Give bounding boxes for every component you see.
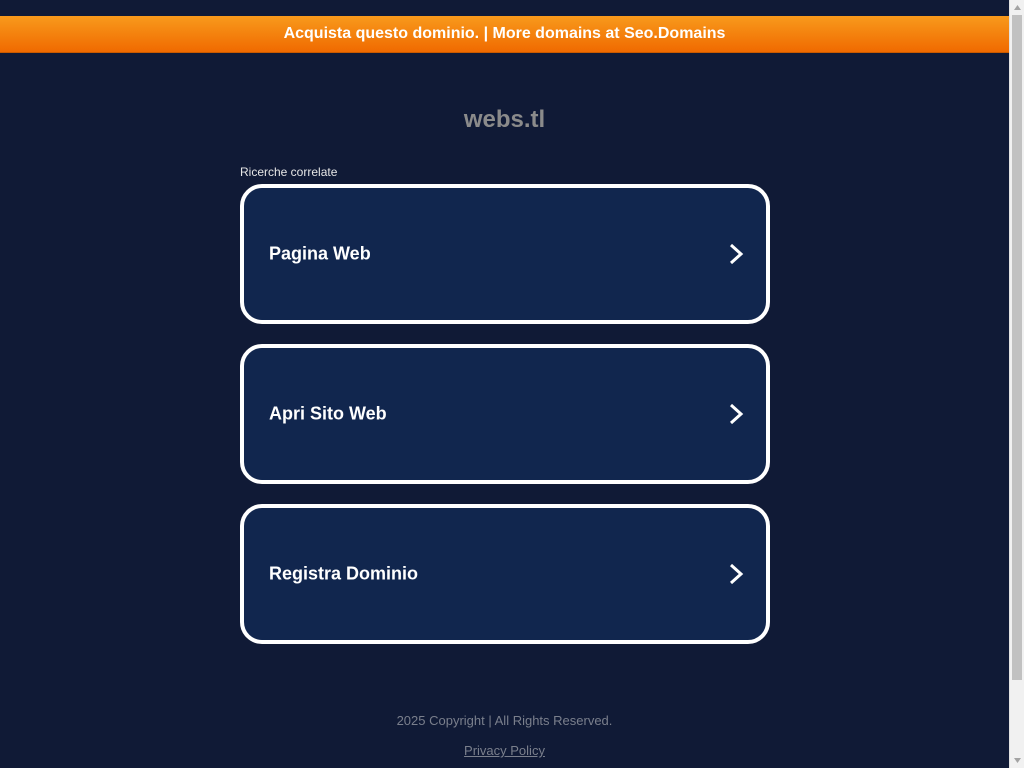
related-link-label: Pagina Web: [269, 243, 371, 264]
vertical-scrollbar[interactable]: [1009, 0, 1024, 768]
chevron-right-icon: [726, 402, 746, 426]
related-link-registra-dominio[interactable]: [240, 504, 770, 644]
privacy-policy-link[interactable]: Privacy Policy: [464, 743, 545, 758]
buy-domain-banner[interactable]: Acquista questo dominio. | More domains at Seo.Domains: [0, 16, 1009, 53]
chevron-right-icon: [726, 242, 746, 266]
domain-title: webs.tl: [463, 106, 546, 133]
chevron-right-icon: [726, 562, 746, 586]
scrollbar-thumb[interactable]: [1012, 15, 1022, 680]
related-link-label: Apri Sito Web: [269, 403, 387, 424]
footer-copyright: 2025 Copyright | All Rights Reserved.: [396, 713, 613, 728]
related-link-label: Registra Dominio: [269, 563, 419, 584]
related-link-pagina-web[interactable]: [240, 184, 770, 324]
scroll-up-arrow-icon[interactable]: [1010, 0, 1024, 15]
footer-privacy: [0, 743, 1009, 759]
top-strip: [0, 0, 1009, 16]
related-searches-label: Ricerche correlate: [240, 165, 338, 179]
related-link-apri-sito-web[interactable]: [240, 344, 770, 484]
scroll-down-arrow-icon[interactable]: [1010, 753, 1024, 768]
